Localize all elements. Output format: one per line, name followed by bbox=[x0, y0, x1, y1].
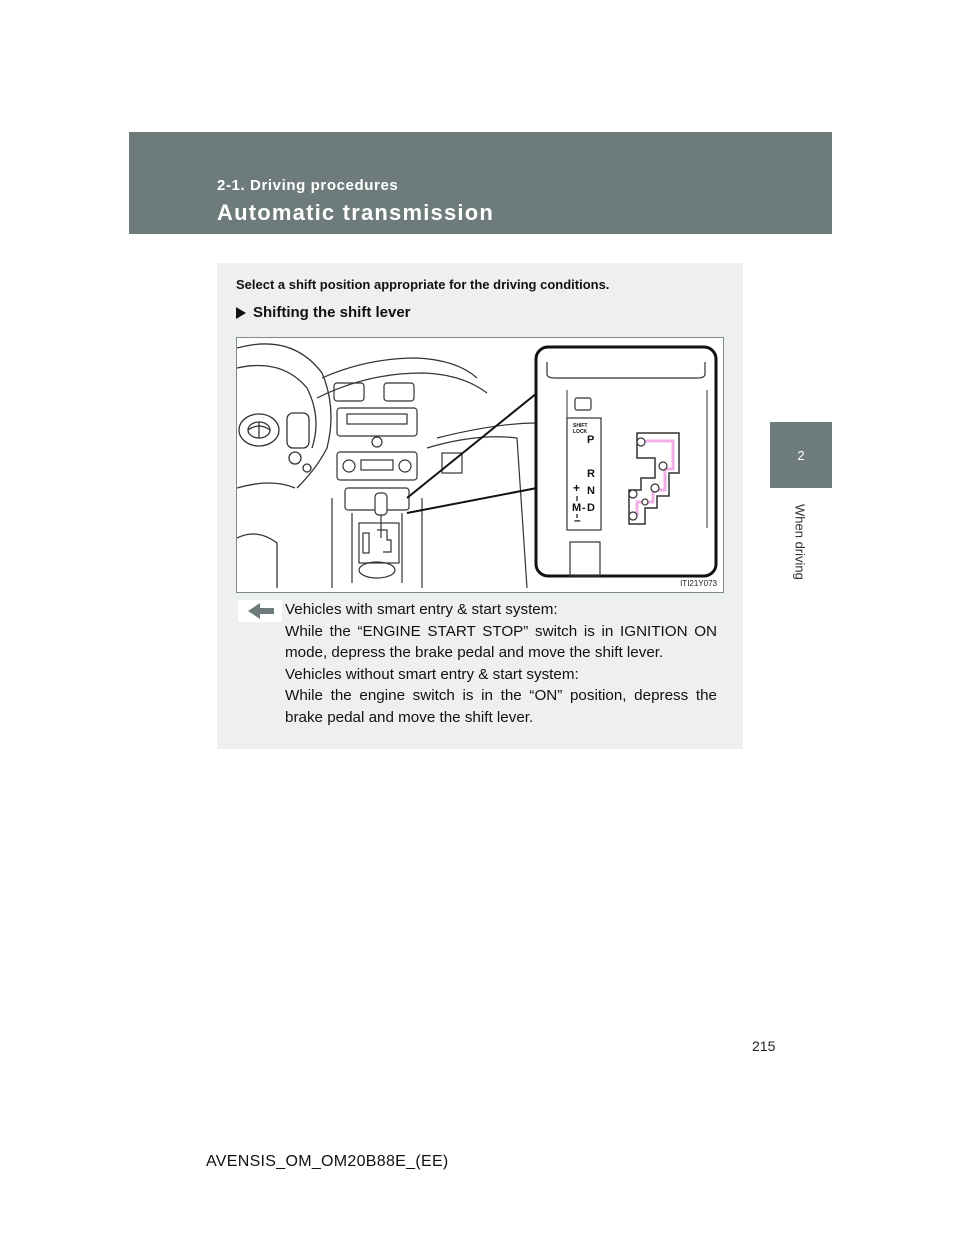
intro-text: Select a shift position appropriate for the driving conditions. bbox=[236, 277, 610, 292]
shift-lock-label-2: LOCK bbox=[573, 429, 588, 435]
chapter-header bbox=[129, 132, 832, 234]
page-number: 215 bbox=[752, 1038, 776, 1054]
gear-m-label: M bbox=[572, 502, 582, 514]
gear-n-label: N bbox=[587, 485, 595, 497]
action-arrow-icon bbox=[238, 600, 282, 622]
gear-d-label: D bbox=[587, 502, 595, 514]
chapter-tab-label: When driving bbox=[792, 504, 808, 580]
gear-p-label: P bbox=[587, 434, 595, 446]
document-code: AVENSIS_OM_OM20B88E_(EE) bbox=[206, 1153, 449, 1170]
action-paragraph: Vehicles without smart entry & start system: bbox=[285, 665, 579, 683]
svg-text:-: - bbox=[582, 502, 586, 514]
gear-minus-label: – bbox=[574, 513, 581, 527]
chapter-tab[interactable] bbox=[770, 422, 832, 488]
triangle-bullet-icon bbox=[236, 307, 246, 319]
action-paragraph: While the engine switch is in the “ON” position, depress the brake pedal and move the shift lever. bbox=[285, 687, 717, 726]
gear-r-label: R bbox=[587, 468, 595, 480]
shift-gate-zoom bbox=[536, 347, 716, 576]
steering-wheel-drawing bbox=[237, 344, 331, 588]
shift-lock-label-1: SHIFT bbox=[573, 423, 588, 429]
page-title: Automatic transmission bbox=[217, 200, 495, 225]
subheading bbox=[236, 304, 411, 321]
content-box bbox=[217, 263, 743, 749]
action-paragraph: Vehicles with smart entry & start system: bbox=[285, 601, 558, 618]
action-description bbox=[285, 599, 717, 729]
gear-plus-label: + bbox=[573, 481, 581, 495]
shift-lever-illustration bbox=[236, 337, 724, 593]
subheading-text: Shifting the shift lever bbox=[253, 304, 411, 321]
section-label: 2-1. Driving procedures bbox=[217, 177, 399, 194]
illustration-drawing bbox=[237, 338, 723, 592]
chapter-number: 2 bbox=[797, 447, 805, 463]
action-paragraph: While the “ENGINE START STOP” switch is in IGNITION ON mode, depress the brake pedal and move the shift lever. bbox=[285, 622, 717, 662]
figure-code: ITI21Y073 bbox=[680, 579, 717, 588]
center-console-drawing bbox=[317, 358, 537, 588]
